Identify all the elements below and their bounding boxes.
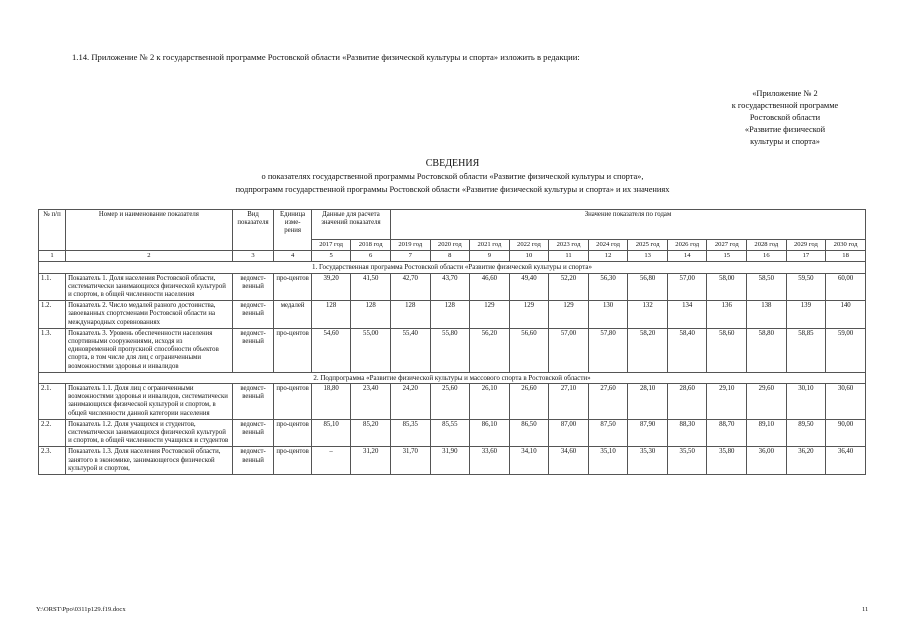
page-number: 11	[862, 606, 869, 613]
value-cell: 129	[549, 301, 589, 329]
row-number: 2.2.	[39, 419, 66, 447]
intro-text: 1.14. Приложение № 2 к государственной программе Ростовской области «Развитие физической культуры и спорта» изложить в редакции:	[72, 52, 580, 62]
column-number: 18	[826, 251, 866, 262]
value-cell: 85,35	[390, 419, 430, 447]
value-cell: 58,50	[747, 273, 787, 301]
year-header: 2027 год	[707, 240, 747, 251]
value-cell: 26,60	[509, 384, 549, 420]
year-header: 2028 год	[747, 240, 787, 251]
appendix-label	[705, 88, 865, 148]
appendix-line: Ростовской области	[749, 113, 821, 122]
year-header: 2019 год	[390, 240, 430, 251]
row-number: 1.3.	[39, 328, 66, 372]
column-number: 10	[509, 251, 549, 262]
value-cell: 29,10	[707, 384, 747, 420]
value-cell: 33,60	[470, 447, 510, 475]
value-cell: 55,40	[390, 328, 430, 372]
indicator-unit: про-центов	[274, 447, 311, 475]
indicator-unit: про-центов	[274, 419, 311, 447]
indicators-table	[38, 209, 866, 475]
column-number: 6	[351, 251, 391, 262]
indicator-kind: ведомст-венный	[232, 447, 274, 475]
value-cell: 25,60	[430, 384, 470, 420]
indicator-kind: ведомст-венный	[232, 273, 274, 301]
value-cell: 85,20	[351, 419, 391, 447]
value-cell: 56,30	[588, 273, 628, 301]
year-header: 2026 год	[667, 240, 707, 251]
value-cell: 139	[786, 301, 826, 329]
indicator-unit: про-центов	[274, 273, 311, 301]
value-cell: 24,20	[390, 384, 430, 420]
column-number: 17	[786, 251, 826, 262]
value-cell: 34,10	[509, 447, 549, 475]
subtitle-line-1: о показателях государственной программы Ростовской области «Развитие физической культуры и спорта»,	[261, 172, 644, 181]
value-cell: 46,60	[470, 273, 510, 301]
header-name: Номер и наименование показателя	[66, 210, 233, 251]
column-number: 2	[66, 251, 233, 262]
value-cell: 58,60	[707, 328, 747, 372]
column-number: 12	[588, 251, 628, 262]
indicator-name: Показатель 1.2. Доля учащихся и студентов, систематически занимающихся физической культурой и спортом, в общей численности учащихся и студентов	[66, 419, 233, 447]
table-row	[39, 328, 866, 372]
value-cell: 132	[628, 301, 668, 329]
value-cell: 129	[470, 301, 510, 329]
value-cell: 55,80	[430, 328, 470, 372]
value-cell: 128	[430, 301, 470, 329]
column-number: 3	[232, 251, 274, 262]
value-cell: 26,10	[470, 384, 510, 420]
column-number: 13	[628, 251, 668, 262]
value-cell: 85,10	[311, 419, 351, 447]
value-cell: 58,80	[747, 328, 787, 372]
table-row	[39, 419, 866, 447]
indicator-unit: про-центов	[274, 384, 311, 420]
indicator-unit: про-центов	[274, 328, 311, 372]
file-path: Y:\ORST\Ppo\0311p129.f19.docx	[36, 606, 126, 613]
value-cell: 87,50	[588, 419, 628, 447]
table-row	[39, 384, 866, 420]
value-cell: 89,50	[786, 419, 826, 447]
indicator-name: Показатель 3. Уровень обеспеченности населения спортивными сооружениями, исходя из единовременной пропускной способности объектов спорта, в том числе для лиц с ограниченными возможностями здоровья и инвалидов	[66, 328, 233, 372]
value-cell: 129	[509, 301, 549, 329]
value-cell: 58,85	[786, 328, 826, 372]
value-cell: 130	[588, 301, 628, 329]
table-row	[39, 447, 866, 475]
value-cell: 35,80	[707, 447, 747, 475]
value-cell: 30,10	[786, 384, 826, 420]
column-number: 9	[470, 251, 510, 262]
value-cell: 58,00	[707, 273, 747, 301]
appendix-line: «Приложение № 2	[752, 89, 818, 98]
row-number: 1.2.	[39, 301, 66, 329]
header-base: Данные для расчета значений показателя	[311, 210, 390, 240]
column-number: 4	[274, 251, 311, 262]
value-cell: 87,00	[549, 419, 589, 447]
section-row	[39, 262, 866, 273]
value-cell: 58,40	[667, 328, 707, 372]
year-header: 2029 год	[786, 240, 826, 251]
indicator-name: Показатель 1.3. Доля населения Ростовской области, занятого в экономике, занимающегося физической культурой и спортом,	[66, 447, 233, 475]
row-number: 2.1.	[39, 384, 66, 420]
column-number: 1	[39, 251, 66, 262]
indicator-kind: ведомст-венный	[232, 301, 274, 329]
section-row	[39, 372, 866, 383]
value-cell: 56,60	[509, 328, 549, 372]
appendix-line: «Развитие физической	[744, 125, 826, 134]
value-cell: 18,80	[311, 384, 351, 420]
indicator-kind: ведомст-венный	[232, 328, 274, 372]
value-cell: 27,10	[549, 384, 589, 420]
value-cell: 128	[390, 301, 430, 329]
value-cell: 35,50	[667, 447, 707, 475]
value-cell: 136	[707, 301, 747, 329]
indicator-name: Показатель 2. Число медалей разного достоинства, завоеванных спортсменами Ростовской области на международных соревнованиях	[66, 301, 233, 329]
value-cell: 86,10	[470, 419, 510, 447]
value-cell: 90,00	[826, 419, 866, 447]
indicator-kind: ведомст-венный	[232, 419, 274, 447]
value-cell: 60,00	[826, 273, 866, 301]
value-cell: 56,80	[628, 273, 668, 301]
year-header: 2022 год	[509, 240, 549, 251]
section-title: 2. Подпрограмма «Развитие физической культуры и массового спорта в Ростовской области»	[39, 372, 866, 383]
column-number: 16	[747, 251, 787, 262]
value-cell: 49,40	[509, 273, 549, 301]
value-cell: 41,50	[351, 273, 391, 301]
value-cell: 138	[747, 301, 787, 329]
row-number: 2.3.	[39, 447, 66, 475]
column-number: 15	[707, 251, 747, 262]
column-number: 8	[430, 251, 470, 262]
subtitle-line-2: подпрограмм государственной программы Ростовской области «Развитие физической культуры и спорта» и их значениях	[235, 185, 670, 194]
value-cell: 36,00	[747, 447, 787, 475]
value-cell: 58,20	[628, 328, 668, 372]
header-values: Значение показателя по годам	[390, 210, 865, 240]
indicator-kind: ведомст-венный	[232, 384, 274, 420]
value-cell: 89,10	[747, 419, 787, 447]
column-number: 7	[390, 251, 430, 262]
table-row	[39, 273, 866, 301]
value-cell: 86,50	[509, 419, 549, 447]
value-cell: 59,00	[826, 328, 866, 372]
value-cell: 23,40	[351, 384, 391, 420]
value-cell: 35,30	[628, 447, 668, 475]
column-number: 14	[667, 251, 707, 262]
column-number: 11	[549, 251, 589, 262]
column-number: 5	[311, 251, 351, 262]
year-header: 2030 год	[826, 240, 866, 251]
value-cell: 30,60	[826, 384, 866, 420]
value-cell: 29,60	[747, 384, 787, 420]
year-header: 2023 год	[549, 240, 589, 251]
value-cell: 36,40	[826, 447, 866, 475]
value-cell: 88,70	[707, 419, 747, 447]
indicator-unit: медалей	[274, 301, 311, 329]
value-cell: 57,00	[667, 273, 707, 301]
header-num: № п/п	[39, 210, 66, 251]
value-cell: 43,70	[430, 273, 470, 301]
indicator-name: Показатель 1. Доля населения Ростовской области, систематически занимающихся физической культурой и спортом, в общей численности населения	[66, 273, 233, 301]
value-cell: 31,70	[390, 447, 430, 475]
section-title: 1. Государственная программа Ростовской области «Развитие физической культуры и спорта»	[39, 262, 866, 273]
value-cell: 54,60	[311, 328, 351, 372]
value-cell: 57,80	[588, 328, 628, 372]
header-kind: Вид показателя	[232, 210, 274, 251]
year-header: 2017 год	[311, 240, 351, 251]
year-header: 2024 год	[588, 240, 628, 251]
year-header: 2025 год	[628, 240, 668, 251]
value-cell: 28,10	[628, 384, 668, 420]
document-title: СВЕДЕНИЯ	[425, 158, 480, 169]
value-cell: 134	[667, 301, 707, 329]
value-cell: 128	[311, 301, 351, 329]
value-cell: 31,20	[351, 447, 391, 475]
year-header: 2020 год	[430, 240, 470, 251]
appendix-line: культуры и спорта»	[750, 137, 820, 146]
value-cell: 36,20	[786, 447, 826, 475]
value-cell: 128	[351, 301, 391, 329]
value-cell: –	[311, 447, 351, 475]
value-cell: 59,50	[786, 273, 826, 301]
value-cell: 28,60	[667, 384, 707, 420]
value-cell: 39,20	[311, 273, 351, 301]
table-row	[39, 301, 866, 329]
value-cell: 55,00	[351, 328, 391, 372]
appendix-line: к государственной программе	[731, 101, 839, 110]
header-unit: Единица изме-рения	[274, 210, 311, 251]
value-cell: 31,90	[430, 447, 470, 475]
value-cell: 42,70	[390, 273, 430, 301]
value-cell: 35,10	[588, 447, 628, 475]
value-cell: 57,00	[549, 328, 589, 372]
value-cell: 88,30	[667, 419, 707, 447]
value-cell: 85,55	[430, 419, 470, 447]
value-cell: 140	[826, 301, 866, 329]
value-cell: 87,90	[628, 419, 668, 447]
year-header: 2018 год	[351, 240, 391, 251]
value-cell: 56,20	[470, 328, 510, 372]
value-cell: 27,60	[588, 384, 628, 420]
indicator-name: Показатель 1.1. Доля лиц с ограниченными возможностями здоровья и инвалидов, систематически занимающихся физической культурой и спортом, в общей численности данной категории населения	[66, 384, 233, 420]
row-number: 1.1.	[39, 273, 66, 301]
value-cell: 52,20	[549, 273, 589, 301]
value-cell: 34,60	[549, 447, 589, 475]
year-header: 2021 год	[470, 240, 510, 251]
